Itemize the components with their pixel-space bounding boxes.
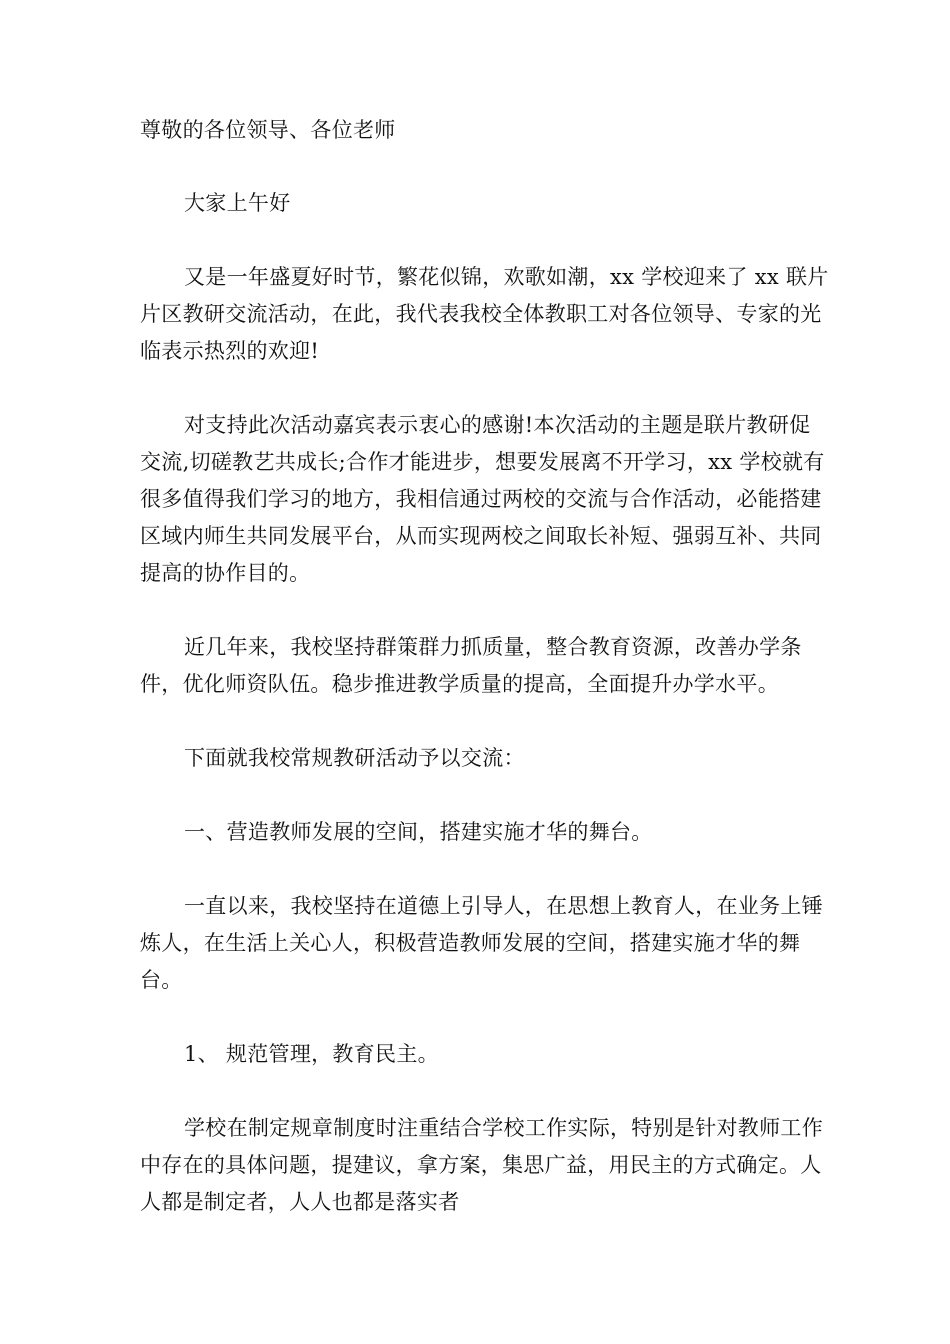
subsection-1-body-paragraph: 学校在制定规章制度时注重结合学校工作实际，特别是针对教师工作中存在的具体问题，提建议，拿方案，集思广益，用民主的方式确定。人人都是制定者，人人也都是落实者: [140, 1116, 823, 1214]
subsection-heading-1: 1、 规范管理，教育民主。: [184, 1042, 439, 1066]
theme-paragraph: 对支持此次活动嘉宾表示衷心的感谢!本次活动的主题是联片教研促交流,切磋教艺共成长;合作才能进步，想要发展离不开学习，xx 学校就有很多值得我们学习的地方，我相信通过两校的交流与合作活动，必能搭建区域内师生共同发展平台，从而实现两校之间取长补短、强弱互补、共同提高的协作目的。: [140, 413, 825, 585]
section-heading-1: 一、营造教师发展的空间，搭建实施才华的舞台。: [184, 820, 653, 844]
greeting-paragraph: 大家上午好: [184, 191, 291, 215]
salutation: 尊敬的各位领导、各位老师: [140, 118, 396, 142]
achievements-paragraph: 近几年来，我校坚持群策群力抓质量，整合教育资源，改善办学条件，优化师资队伍。稳步推进教学质量的提高，全面提升办学水平。: [140, 635, 802, 696]
document-body: [140, 112, 830, 1258]
welcome-paragraph: 又是一年盛夏好时节，繁花似锦，欢歌如潮，xx 学校迎来了 xx 联片片区教研交流活动，在此，我代表我校全体教职工对各位领导、专家的光临表示热烈的欢迎!: [140, 265, 829, 363]
intro-exchange-paragraph: 下面就我校常规教研活动予以交流：: [184, 746, 525, 770]
section-1-body-paragraph: 一直以来，我校坚持在道德上引导人，在思想上教育人，在业务上锤炼人，在生活上关心人，积极营造教师发展的空间，搭建实施才华的舞台。: [140, 894, 823, 992]
